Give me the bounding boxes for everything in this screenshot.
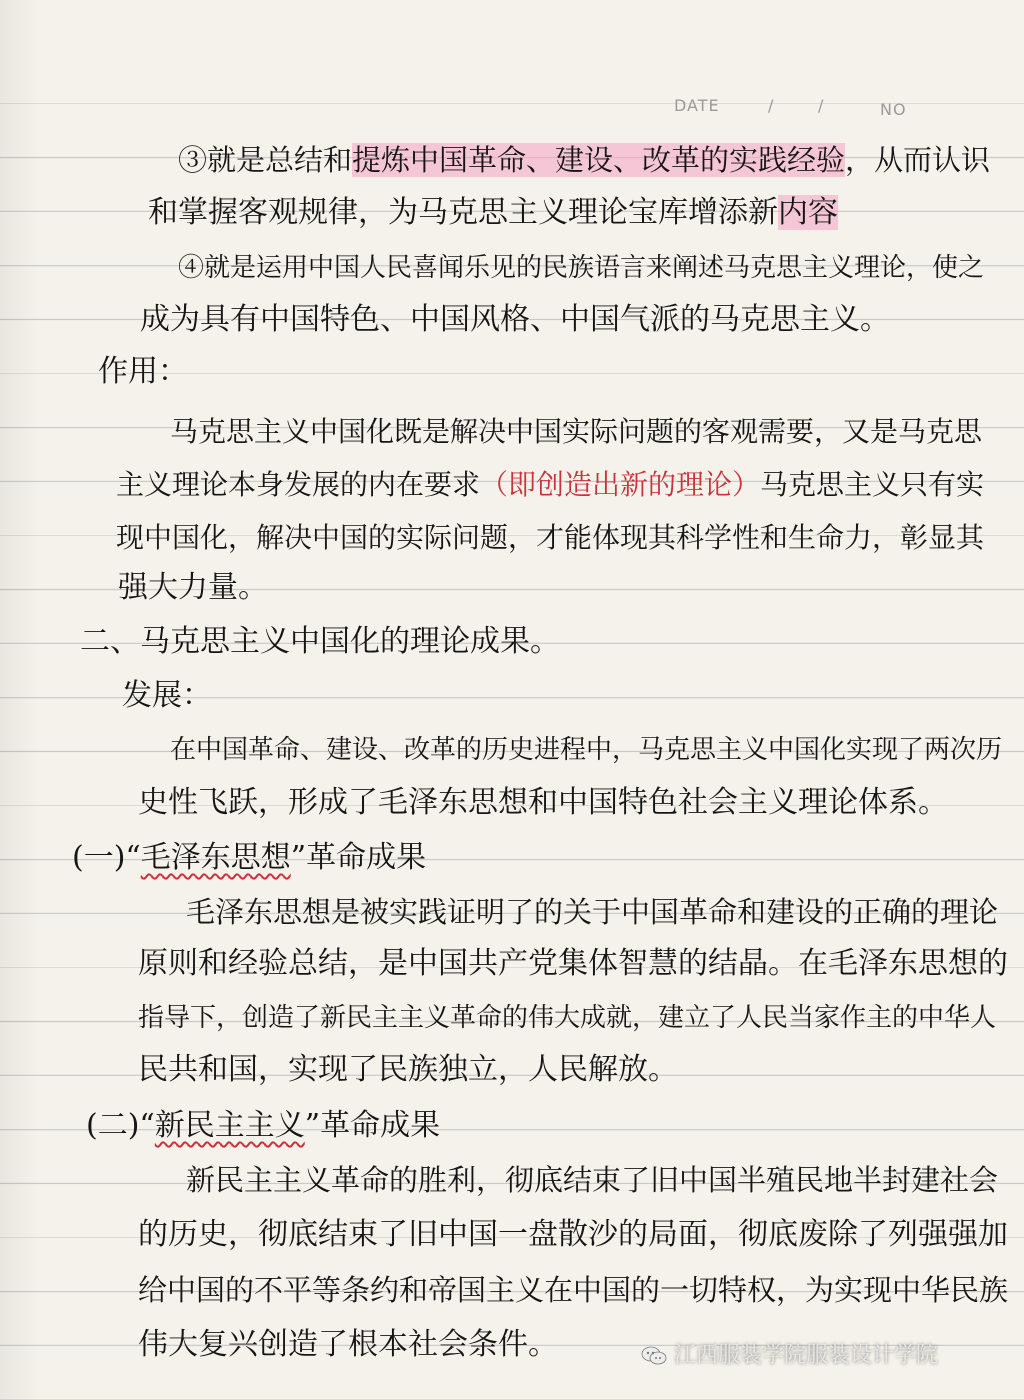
no-label: NO: [880, 100, 907, 119]
subheading: 发展：: [122, 678, 212, 713]
text-segment: ，从而认识: [845, 143, 991, 177]
text-line: 毛泽东思想是被实践证明了的关于中国革命和建设的正确的理论: [186, 895, 999, 929]
section-heading: [72, 838, 426, 878]
wechat-icon: [640, 1345, 668, 1367]
text-line: 的历史，彻底结束了旧中国一盘散沙的局面，彻底废除了列强强加: [138, 1217, 1008, 1252]
underlined-term: 新民主主义: [154, 1108, 305, 1143]
text-line: 伟大复兴创造了根本社会条件。: [138, 1327, 558, 1362]
section-heading: 二、马克思主义中国化的理论成果。: [80, 624, 560, 659]
page-header: [670, 94, 970, 122]
text-line: 民共和国，实现了民族独立，人民解放。: [138, 1052, 678, 1087]
text-line: 新民主主义革命的胜利，彻底结束了旧中国半殖民地半封建社会: [186, 1163, 999, 1197]
text-line: 原则和经验总结，是中国共产党集体智慧的结晶。在毛泽东思想的: [138, 946, 1008, 981]
text-segment: ③就是总结和: [178, 143, 353, 177]
text-line: [116, 465, 984, 505]
text-segment: ”革命成果: [290, 840, 427, 875]
highlighted-text: 提炼中国革命、建设、改革的实践经验: [352, 143, 846, 177]
section-heading: [86, 1106, 440, 1146]
text-segment: 主义理论本身发展的内在要求: [116, 468, 481, 501]
red-annotation: （即创造出新的理论）: [480, 468, 761, 501]
text-segment: ”革命成果: [304, 1108, 441, 1143]
underlined-term: 毛泽东思想: [140, 840, 291, 875]
text-line: 现中国化，解决中国的实际问题，才能体现其科学性和生命力，彰显其: [116, 521, 985, 554]
text-segment: 和掌握客观规律，为马克思主义理论宝库增添新: [148, 195, 778, 230]
text-line: 史性飞跃，形成了毛泽东思想和中国特色社会主义理论体系。: [138, 785, 948, 820]
watermark: [640, 1338, 938, 1369]
text-segment: (二)“: [86, 1108, 155, 1143]
text-segment: 马克思主义只有实: [760, 468, 985, 501]
text-line: 强大力量。: [118, 570, 268, 605]
text-line: 马克思主义中国化既是解决中国实际问题的客观需要，又是马克思: [170, 415, 983, 448]
date-slash: /: [818, 96, 825, 115]
text-segment: (一)“: [72, 840, 141, 875]
highlighted-text: 内容: [778, 195, 838, 230]
section-heading: 作用：: [98, 354, 188, 389]
date-slash: /: [768, 96, 775, 115]
text-line: 成为具有中国特色、中国风格、中国气派的马克思主义。: [140, 302, 890, 337]
text-line: [178, 140, 990, 180]
date-label: DATE: [674, 96, 720, 115]
text-line: 指导下，创造了新民主主义革命的伟大成就，建立了人民当家作主的中华人: [138, 1003, 997, 1033]
text-line: ④就是运用中国人民喜闻乐见的民族语言来阐述马克思主义理论，使之: [178, 253, 985, 283]
text-line: 在中国革命、建设、改革的历史进程中，马克思主义中国化实现了两次历: [170, 735, 1003, 765]
text-line: [148, 193, 838, 233]
watermark-text: 江西服装学院服装设计学院: [674, 1343, 939, 1368]
text-line: 给中国的不平等条约和帝国主义在中国的一切特权，为实现中华民族: [138, 1273, 1009, 1307]
